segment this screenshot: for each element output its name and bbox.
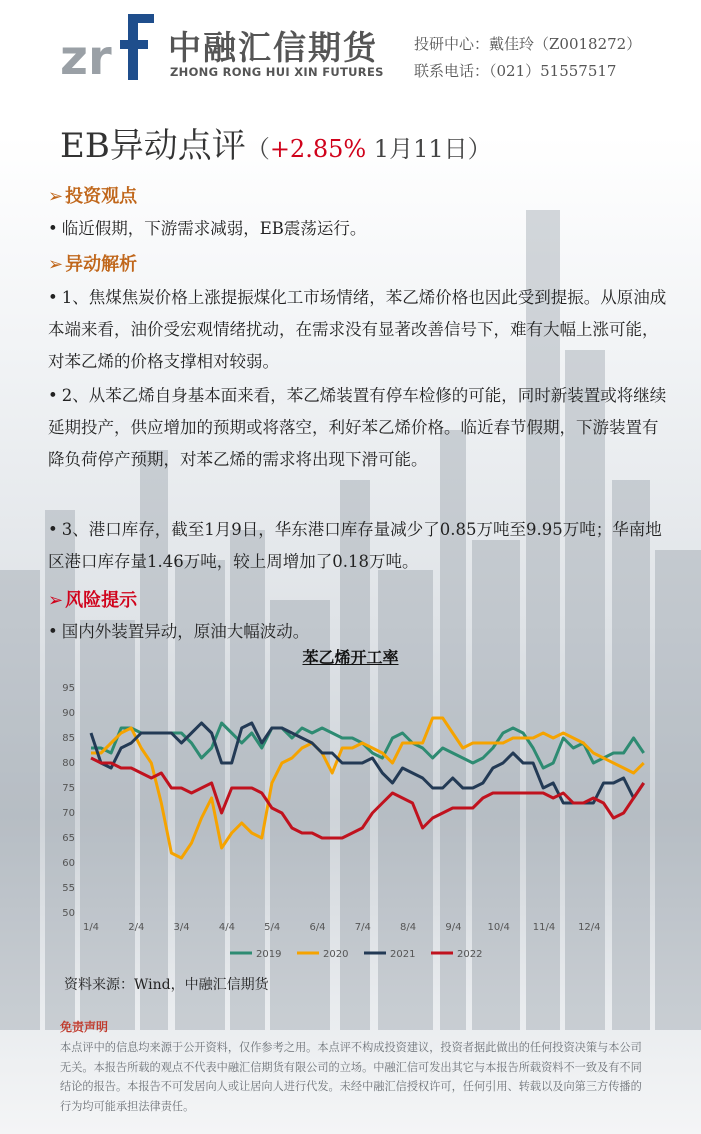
disclaimer-body: 本点评中的信息均来源于公开资料，仅作参考之用。本点评不构成投资建议，投资者据此做出的任何投资决策与本公司无关。本报告所载的观点不代表中融汇信期货有限公司的立场。中融汇信可发出其它与本报告所载资料不一致及有不同结论的报告。本报告不可发居向人或让居向人进行代发。未经中融汇信授权许可，任何引用、转载以及向第三方传播的行为均可能承担法律责任。 [60,1041,642,1113]
analysis-bullet-2-text: 2、从苯乙烯自身基本面来看，苯乙烯装置有停车检修的可能，同时新装置或将继续延期投产，供应增加的预期或将落空，利好苯乙烯价格。临近春节假期，下游装置有降负荷停产预期，对苯乙烯的需求将出现下滑可能。 [48,386,667,469]
x-tick-label: 5/4 [264,922,281,933]
view-bullet-text: 临近假期，下游需求减弱，EB震荡运行。 [61,219,367,238]
arrow-icon: ➢ [48,186,64,207]
section-head-view [48,182,137,208]
y-tick-label: 55 [62,883,75,894]
x-tick-label: 10/4 [487,922,510,933]
data-source: 资料来源：Wind，中融汇信期货 [64,977,269,993]
logo-text-cn: 中融汇信期货 [168,28,378,67]
x-tick-label: 3/4 [173,922,190,933]
title-main: EB异动点评 [60,126,246,166]
y-tick-label: 90 [62,708,75,719]
legend-label: 2020 [323,949,349,960]
section-head-analysis [48,250,137,276]
y-tick-label: 70 [62,808,75,819]
section-head-risk [48,586,137,612]
section-head-risk-label: 风险提示 [65,590,138,611]
disclaimer-title: 免责声明 [60,1020,109,1034]
x-tick-label: 9/4 [445,922,462,933]
analysis-bullet-3 [48,514,668,578]
price-change: +2.85% [269,135,367,163]
risk-bullet [48,616,668,648]
x-tick-label: 8/4 [400,922,417,933]
arrow-icon: ➢ [48,254,64,275]
bullet-dot-icon: • [48,520,58,539]
legend-label: 2019 [256,949,282,960]
y-tick-label: 65 [62,833,75,844]
header [0,0,701,100]
y-tick-label: 85 [62,733,75,744]
section-head-analysis-label: 异动解析 [65,254,138,275]
chart-title [0,645,701,668]
x-tick-label: 1/4 [82,922,100,933]
svg-text:zr: zr [60,30,112,82]
analysis-bullet-2 [48,380,668,476]
y-tick-label: 75 [62,783,75,794]
risk-bullet-text: 国内外装置异动，原油大幅波动。 [61,622,310,641]
x-tick-label: 6/4 [309,922,326,933]
contact-analyst: 投研中心：戴佳玲（Z0018272） [414,35,642,53]
chart-title-text: 苯乙烯开工率 [302,648,399,667]
bullet-dot-icon: • [48,386,58,405]
section-head-view-label: 投资观点 [65,186,138,207]
title-paren-open: （ [245,135,270,163]
bullet-dot-icon: • [48,622,58,641]
view-bullet [48,213,668,245]
operating-rate-chart [55,675,655,975]
analysis-bullet-1-text: 1、焦煤焦炭价格上涨提振煤化工市场情绪，苯乙烯价格也因此受到提振。从原油成本端来看，油价受宏观情绪扰动，在需求没有显著改善信号下，难有大幅上涨可能，对苯乙烯的价格支撑相对较弱。 [48,288,667,371]
legend-label: 2022 [457,949,483,960]
title-date: 1月11日） [366,135,492,163]
x-tick-label: 4/4 [218,922,235,933]
logo-text-en: ZHONG RONG HUI XIN FUTURES [170,65,384,79]
bullet-dot-icon: • [48,288,58,307]
company-logo-icon [60,12,160,82]
bullet-dot-icon: • [48,219,58,238]
contact-phone: 联系电话：（021）51557517 [414,62,617,80]
x-tick-label: 2/4 [128,922,145,933]
y-tick-label: 60 [62,858,75,869]
y-tick-label: 50 [62,908,75,919]
legend-label: 2021 [390,949,416,960]
analysis-bullet-3-text: 3、港口库存，截至1月9日，华东港口库存量减少了0.85万吨至9.95万吨；华南地区港口库存量1.46万吨，较上周增加了0.18万吨。 [48,520,662,571]
x-tick-label: 7/4 [354,922,371,933]
arrow-icon: ➢ [48,590,64,611]
analysis-bullet-1 [48,282,668,378]
x-tick-label: 12/4 [578,922,601,933]
x-tick-label: 11/4 [532,922,556,933]
y-tick-label: 95 [62,683,75,694]
report-title [60,118,492,167]
y-tick-label: 80 [62,758,75,769]
